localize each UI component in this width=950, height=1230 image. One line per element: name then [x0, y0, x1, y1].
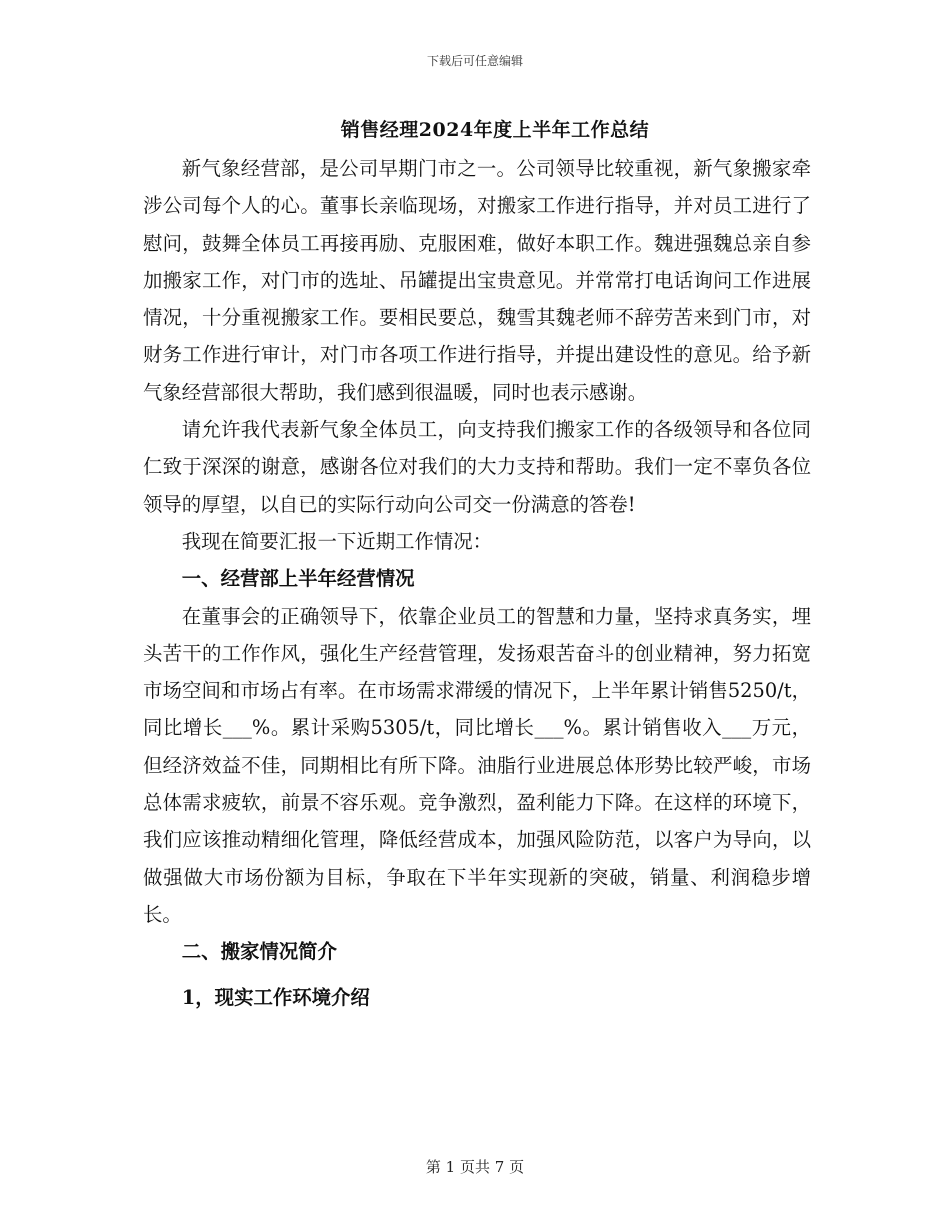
document-title: 销售经理2024年度上半年工作总结: [340, 119, 650, 141]
page-header: 下载后可任意编辑: [426, 54, 523, 68]
paragraph-report-intro: 我现在简要汇报一下近期工作情况：: [181, 529, 493, 553]
paragraph-thanks: 请允许我代表新气象全体员工，向支持我们搬家工作的各级领导和各位同仁致于深深的谢意，感谢各位对我们的大力支持和帮助。我们一定不辜负各位领导的厚望，以自已的实际行动向公司交一份满意的答卷!: [143, 418, 811, 516]
section-heading-1: 一、经营部上半年经营情况: [181, 567, 415, 591]
paragraph-intro: 新气象经营部，是公司早期门市之一。公司领导比较重视，新气象搬家牵涉公司每个人的心。董事长亲临现场，对搬家工作进行指导，并对员工进行了慰问，鼓舞全体员工再接再励、克服困难，做好本职工作。魏进强魏总亲自参加搬家工作，对门市的选址、吊罐提出宝贵意见。并常常打电话询问工作进展情况，十分重视搬家工作。要相民要总，魏雪其魏老师不辞劳苦来到门市，对财务工作进行审计，对门市各项工作进行指导，并提出建设性的意见。给予新气象经营部很大帮助，我们感到很温暖，同时也表示感谢。: [143, 157, 811, 404]
section-heading-2: 二、搬家情况简介: [181, 940, 337, 964]
page-footer: 第 1 页共 7 页: [425, 1158, 525, 1176]
document-body: [143, 150, 811, 1016]
paragraph-operations: 在董事会的正确领导下，依靠企业员工的智慧和力量，坚持求真务实，埋头苦干的工作作风，强化生产经营管理，发扬艰苦奋斗的创业精神，努力拓宽市场空间和市场占有率。在市场需求滞缓的情况下，上半年累计销售5250/t，同比增长___%。累计采购5305/t，同比增长___%。累计销售收入___万元，但经济效益不佳，同期相比有所下降。油脂行业进展总体形势比较严峻，市场总体需求疲软，前景不容乐观。竞争激烈，盈利能力下降。在这样的环境下，我们应该推动精细化管理，降低经营成本，加强风险防范，以客户为导向，以做强做大市场份额为目标，争取在下半年实现新的突破，销量、利润稳步增长。: [143, 604, 811, 926]
subsection-heading-1: 1，现实工作环境介绍: [181, 985, 370, 1009]
